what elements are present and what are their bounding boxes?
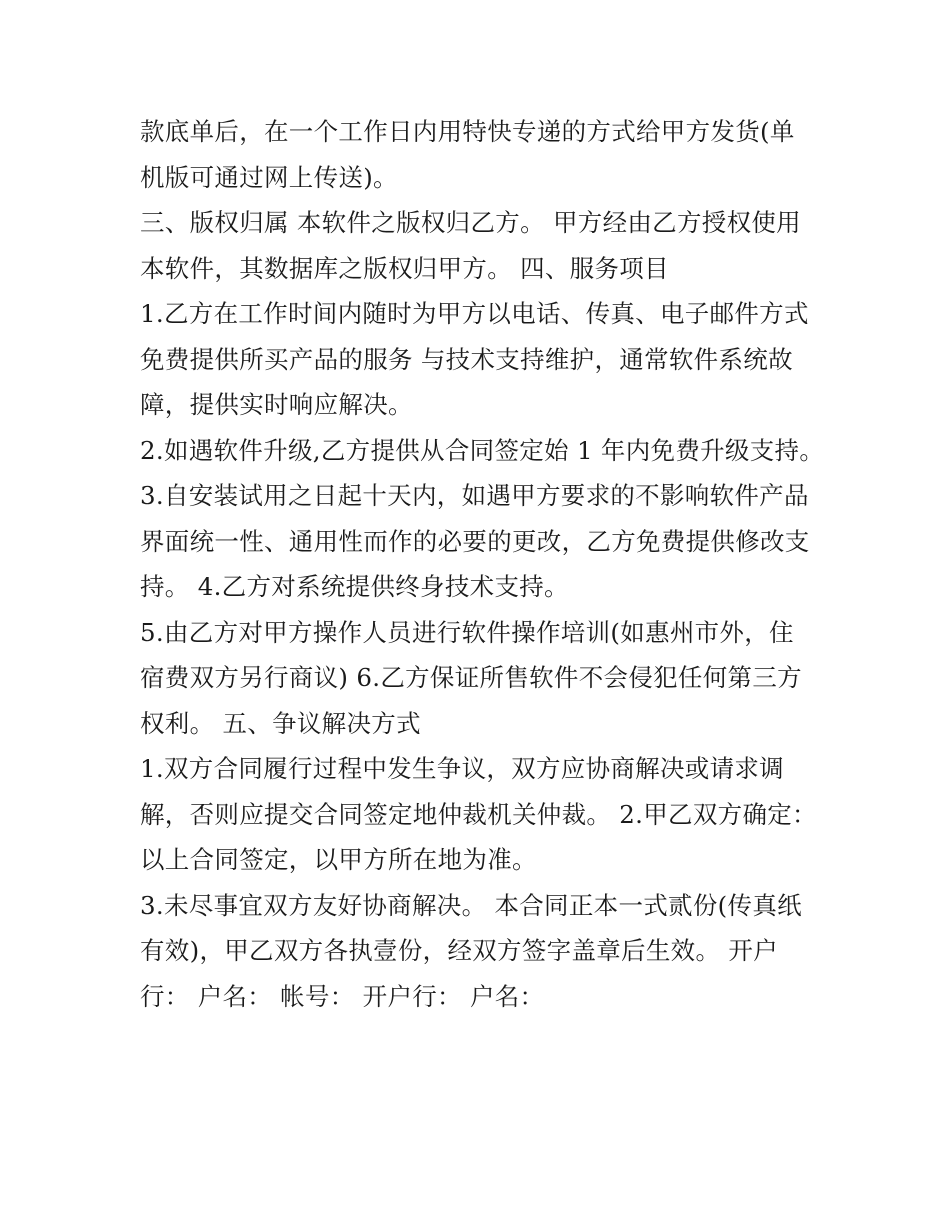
text-line: 障，提供实时响应解决。 — [140, 390, 413, 419]
text-line: 有效)，甲乙双方各执壹份，经双方签字盖章后生效。 开户 — [140, 936, 778, 965]
list-item: 1.双方合同履行过程中发生争议，双方应协商解决或请求调 — [140, 754, 784, 783]
section-heading-copyright: 三、版权归属 本软件之版权归乙方。 甲方经由乙方授权使用 — [140, 208, 801, 237]
text-line: 免费提供所买产品的服务 与技术支持维护，通常软件系统故 — [140, 344, 793, 374]
text-line: 款底单后，在一个工作日内用特快专递的方式给甲方发货(单 — [140, 117, 795, 146]
bank-info-line: 行： 户名： 帐号： 开户行： 户名： — [140, 981, 545, 1011]
contract-text — [140, 109, 840, 1019]
list-item: 3.未尽事宜双方友好协商解决。 本合同正本一式贰份(传真纸 — [140, 890, 802, 920]
section-heading-dispute: 权利。 五、争议解决方式 — [140, 708, 421, 738]
text-line: 本软件，其数据库之版权归甲方。 四、服务项目 — [140, 253, 669, 283]
list-item: 1.乙方在工作时间内随时为甲方以电话、传真、电子邮件方式 — [140, 299, 809, 328]
list-item: 5.由乙方对甲方操作人员进行软件操作培训(如惠州市外，住 — [140, 617, 794, 647]
text-line: 界面统一性、通用性而作的必要的更改，乙方免费提供修改支 — [140, 526, 810, 556]
list-item: 3.自安装试用之日起十天内，如遇甲方要求的不影响软件产品 — [140, 481, 809, 510]
text-line: 机版可通过网上传送)。 — [140, 162, 398, 192]
list-item: 2.如遇软件升级,乙方提供从合同签定始 1 年内免费升级支持。 — [140, 435, 825, 465]
text-line: 解，否则应提交合同签定地仲裁机关仲裁。 2.甲乙双方确定： — [140, 799, 817, 829]
text-line: 以上合同签定，以甲方所在地为准。 — [140, 845, 537, 874]
text-line: 宿费双方另行商议) 6.乙方保证所售软件不会侵犯任何第三方 — [140, 663, 802, 692]
text-line: 持。 4.乙方对系统提供终身技术支持。 — [140, 572, 569, 601]
